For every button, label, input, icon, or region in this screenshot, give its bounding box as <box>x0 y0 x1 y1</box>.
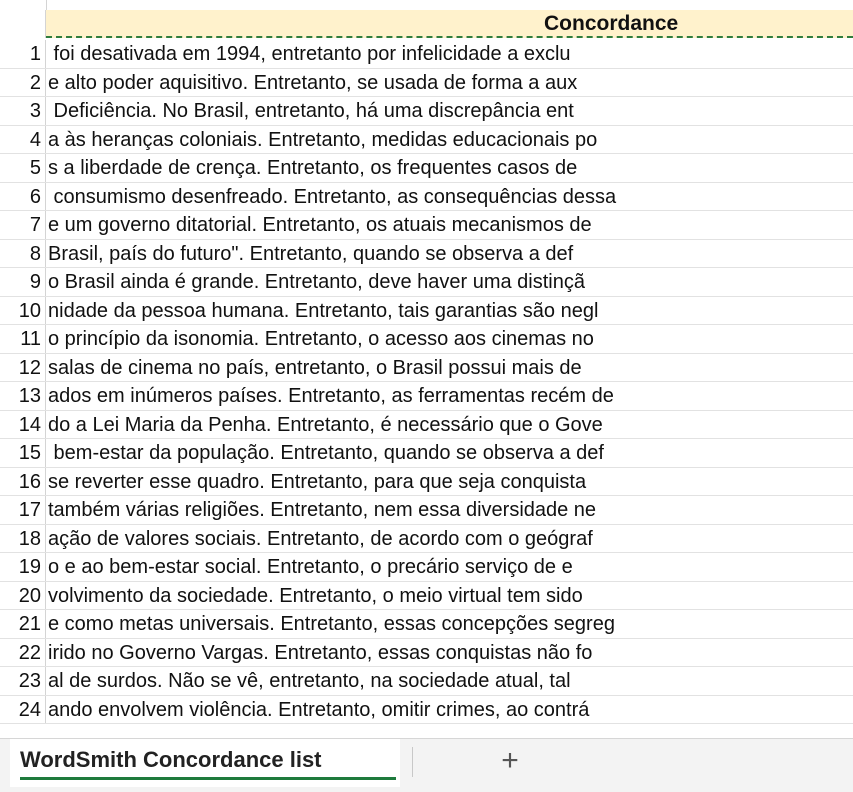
concordance-cell[interactable]: bem-estar da população. Entretanto, quando se observa a def <box>48 442 604 464</box>
concordance-cell[interactable]: ando envolvem violência. Entretanto, omitir crimes, ao contrá <box>48 698 590 721</box>
table-row <box>0 667 853 696</box>
data-rows <box>0 40 853 724</box>
table-row <box>0 268 853 297</box>
table-row <box>0 411 853 440</box>
table-row <box>0 211 853 240</box>
concordance-cell[interactable]: salas de cinema no país, entretanto, o Brasil possui mais de <box>48 356 582 379</box>
row-number[interactable]: 9 <box>0 268 46 296</box>
sheet-tab-label: WordSmith Concordance list <box>20 747 322 772</box>
table-row <box>0 325 853 354</box>
row-number[interactable]: 24 <box>0 696 46 724</box>
gridline <box>46 0 47 10</box>
row-number[interactable]: 15 <box>0 439 46 467</box>
concordance-cell[interactable]: Brasil, país do futuro". Entretanto, quando se observa a def <box>48 242 574 265</box>
table-row <box>0 354 853 383</box>
plus-icon[interactable]: + <box>501 744 519 777</box>
concordance-cell[interactable]: foi desativada em 1994, entretanto por infelicidade a exclu <box>48 43 571 65</box>
concordance-cell[interactable]: consumismo desenfreado. Entretanto, as consequências dessa <box>48 185 617 208</box>
row-number[interactable]: 18 <box>0 525 46 553</box>
table-row <box>0 439 853 468</box>
concordance-cell[interactable]: o Brasil ainda é grande. Entretanto, deve haver uma distinçã <box>48 271 585 293</box>
sheet-tab-wordsmith-concordance-list[interactable] <box>10 739 400 787</box>
table-row <box>0 553 853 582</box>
row-number[interactable]: 4 <box>0 126 46 154</box>
table-row <box>0 525 853 554</box>
concordance-cell[interactable]: também várias religiões. Entretanto, nem essa diversidade ne <box>48 499 597 521</box>
row-number[interactable]: 1 <box>0 40 46 68</box>
table-row <box>0 69 853 98</box>
row-number[interactable]: 12 <box>0 354 46 382</box>
concordance-cell[interactable]: al de surdos. Não se vê, entretanto, na sociedade atual, tal <box>48 670 571 692</box>
table-row <box>0 468 853 497</box>
concordance-header-label: Concordance <box>544 12 679 35</box>
header-row-number-cell[interactable] <box>0 10 46 38</box>
row-number[interactable]: 3 <box>0 97 46 125</box>
concordance-cell[interactable]: ação de valores sociais. Entretanto, de acordo com o geógraf <box>48 527 593 550</box>
row-number[interactable]: 11 <box>0 325 46 353</box>
concordance-cell[interactable]: o e ao bem-estar social. Entretanto, o precário serviço de e <box>48 556 573 578</box>
row-number[interactable]: 2 <box>0 69 46 97</box>
row-number[interactable]: 6 <box>0 183 46 211</box>
table-row <box>0 639 853 668</box>
concordance-cell[interactable]: e como metas universais. Entretanto, essas concepções segreg <box>48 613 615 635</box>
row-number[interactable]: 7 <box>0 211 46 239</box>
table-row <box>0 496 853 525</box>
active-tab-indicator <box>20 777 396 780</box>
concordance-cell[interactable]: e alto poder aquisitivo. Entretanto, se usada de forma a aux <box>48 71 578 94</box>
table-row <box>0 154 853 183</box>
row-number[interactable]: 17 <box>0 496 46 524</box>
table-row <box>0 240 853 269</box>
row-number[interactable]: 22 <box>0 639 46 667</box>
concordance-cell[interactable]: se reverter esse quadro. Entretanto, para que seja conquista <box>48 470 587 493</box>
tab-divider <box>412 747 413 777</box>
table-row <box>0 40 853 69</box>
row-number[interactable]: 8 <box>0 240 46 268</box>
table-row <box>0 97 853 126</box>
row-number[interactable]: 19 <box>0 553 46 581</box>
sheet-tab-bar <box>0 738 853 792</box>
concordance-cell[interactable]: a às heranças coloniais. Entretanto, medidas educacionais po <box>48 128 598 151</box>
table-row <box>0 610 853 639</box>
concordance-cell[interactable]: Deficiência. No Brasil, entretanto, há uma discrepância ent <box>48 100 574 122</box>
row-number[interactable]: 21 <box>0 610 46 638</box>
table-row <box>0 582 853 611</box>
concordance-cell[interactable]: o princípio da isonomia. Entretanto, o acesso aos cinemas no <box>48 328 594 350</box>
row-number[interactable]: 20 <box>0 582 46 610</box>
row-number[interactable]: 13 <box>0 382 46 410</box>
concordance-header-cell[interactable] <box>46 10 853 38</box>
table-row <box>0 183 853 212</box>
table-row <box>0 297 853 326</box>
header-row <box>0 10 853 38</box>
concordance-cell[interactable]: nidade da pessoa humana. Entretanto, tais garantias são negl <box>48 299 599 322</box>
row-number[interactable]: 23 <box>0 667 46 695</box>
concordance-cell[interactable]: e um governo ditatorial. Entretanto, os atuais mecanismos de <box>48 214 592 236</box>
row-number[interactable]: 14 <box>0 411 46 439</box>
table-row <box>0 382 853 411</box>
concordance-cell[interactable]: s a liberdade de crença. Entretanto, os frequentes casos de <box>48 157 583 179</box>
concordance-cell[interactable]: ados em inúmeros países. Entretanto, as ferramentas recém de <box>48 385 614 407</box>
row-number[interactable]: 16 <box>0 468 46 496</box>
concordance-cell[interactable]: volvimento da sociedade. Entretanto, o meio virtual tem sido <box>48 584 583 607</box>
row-number[interactable]: 5 <box>0 154 46 182</box>
table-row <box>0 126 853 155</box>
concordance-cell[interactable]: irido no Governo Vargas. Entretanto, essas conquistas não fo <box>48 641 593 664</box>
column-letter-strip <box>0 0 853 10</box>
table-row <box>0 696 853 725</box>
row-number[interactable]: 10 <box>0 297 46 325</box>
concordance-cell[interactable]: do a Lei Maria da Penha. Entretanto, é necessário que o Gove <box>48 413 603 436</box>
